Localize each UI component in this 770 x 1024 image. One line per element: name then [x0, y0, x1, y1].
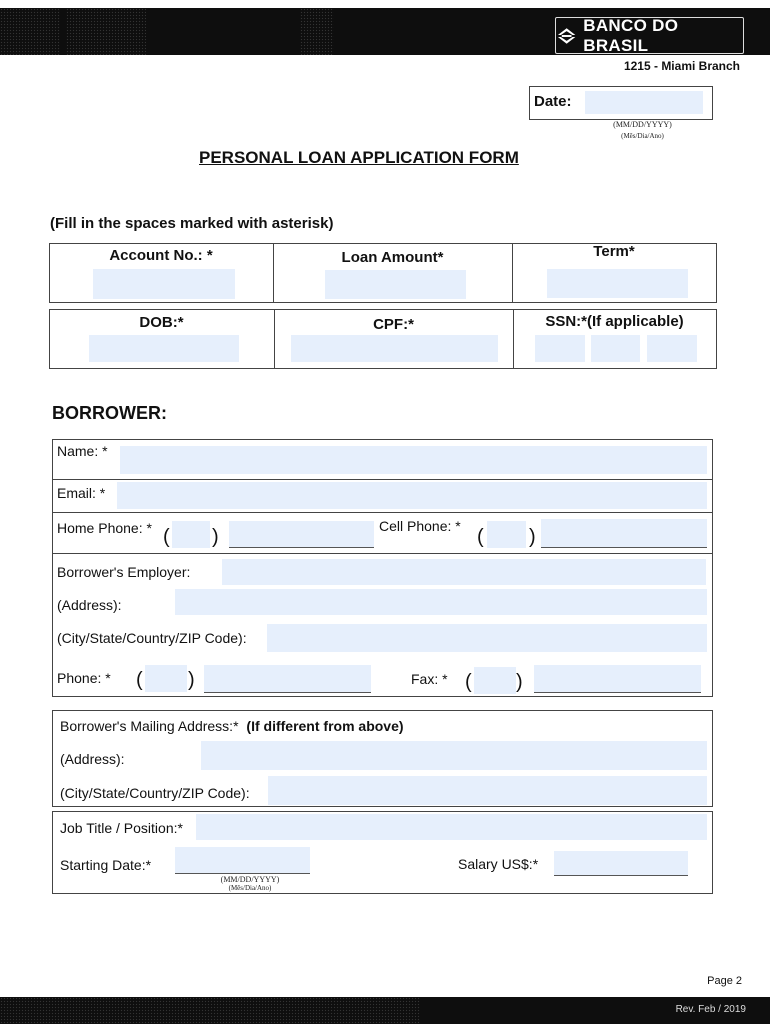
page-title: PERSONAL LOAN APPLICATION FORM	[199, 148, 519, 167]
employer-label: Borrower's Employer:	[57, 564, 191, 580]
employer-phone-label: Phone: *	[57, 670, 111, 686]
ssn-part-1-input[interactable]	[535, 335, 585, 362]
employer-city-input[interactable]	[267, 624, 707, 652]
employer-fax-label: Fax: *	[411, 671, 448, 687]
account-number-input[interactable]	[93, 269, 235, 299]
loan-amount-label: Loan Amount*	[341, 249, 444, 266]
mailing-address-label: Borrower's Mailing Address:*	[60, 718, 239, 734]
employer-phone-area-input[interactable]	[145, 665, 187, 692]
bank-logo	[555, 17, 744, 54]
mailing-address-label-2: (Address):	[60, 751, 125, 767]
employer-area-open-paren: (	[136, 669, 143, 691]
ssn-part-2-input[interactable]	[591, 335, 640, 362]
employer-address-label: (Address):	[57, 597, 122, 613]
cell-area-open-paren: (	[477, 526, 484, 548]
home-area-open-paren: (	[163, 526, 170, 548]
mailing-note: (If different from above)	[246, 718, 404, 734]
term-input[interactable]	[547, 269, 688, 298]
cpf-input[interactable]	[291, 335, 498, 362]
mailing-label	[60, 718, 404, 734]
dob-input[interactable]	[89, 335, 239, 362]
texture-pattern	[0, 997, 420, 1024]
date-box	[529, 86, 713, 120]
fax-area-open-paren: (	[465, 671, 472, 693]
loan-amount-input[interactable]	[325, 270, 466, 299]
dob-label: DOB:*	[139, 314, 184, 331]
account-label: Account No.: *	[109, 247, 213, 264]
footer-bar	[0, 997, 770, 1024]
employer-input[interactable]	[222, 559, 706, 585]
home-phone-label: Home Phone: *	[57, 520, 152, 536]
email-label: Email: *	[57, 485, 106, 501]
bank-logo-icon	[556, 26, 577, 46]
texture-pattern	[0, 8, 60, 55]
employer-phone-input[interactable]	[204, 665, 371, 693]
employer-address-input[interactable]	[175, 589, 707, 615]
job-title-label: Job Title / Position:*	[60, 820, 183, 836]
texture-pattern	[66, 8, 146, 55]
cell-area-close-paren: )	[529, 526, 536, 548]
starting-date-hint-pt: (Mês/Dia/Ano)	[228, 884, 272, 892]
name-label: Name: *	[57, 443, 108, 459]
employer-area-close-paren: )	[188, 669, 195, 691]
cell-phone-input[interactable]	[541, 519, 707, 548]
job-title-input[interactable]	[196, 814, 707, 840]
header-bar	[0, 8, 770, 55]
salary-input[interactable]	[554, 851, 688, 876]
starting-date-hint: (MM/DD/YYYY)	[220, 875, 280, 884]
date-label: Date:	[534, 93, 572, 110]
mailing-address-input[interactable]	[201, 741, 707, 770]
revision-label: Rev. Feb / 2019	[675, 1004, 746, 1015]
employer-fax-area-input[interactable]	[474, 667, 516, 694]
bank-name: BANCO DO BRASIL	[583, 15, 679, 55]
instruction-text: (Fill in the spaces marked with asterisk)	[50, 215, 334, 232]
page-number: Page 2	[707, 975, 742, 987]
email-input[interactable]	[117, 482, 707, 509]
starting-date-label: Starting Date:*	[60, 857, 152, 873]
date-hint: (MM/DD/YYYY)	[613, 120, 672, 129]
name-input[interactable]	[120, 446, 707, 474]
ssn-label: SSN:*(If applicable)	[545, 313, 684, 330]
borrower-heading: BORROWER:	[52, 403, 167, 423]
employer-city-label: (City/State/Country/ZIP Code):	[57, 630, 247, 646]
branch-label: 1215 - Miami Branch	[623, 59, 740, 73]
starting-date-input[interactable]	[175, 847, 310, 874]
employer-fax-input[interactable]	[534, 665, 701, 693]
home-phone-input[interactable]	[229, 521, 374, 548]
cell-phone-label: Cell Phone: *	[379, 518, 461, 534]
term-label: Term*	[593, 243, 635, 260]
mailing-city-input[interactable]	[268, 776, 707, 805]
ssn-part-3-input[interactable]	[647, 335, 697, 362]
texture-pattern	[300, 8, 334, 55]
fax-area-close-paren: )	[516, 671, 523, 693]
cell-phone-area-input[interactable]	[487, 521, 526, 548]
date-hint-pt: (Mês/Dia/Ano)	[621, 132, 664, 140]
home-phone-area-input[interactable]	[172, 521, 210, 548]
date-field[interactable]	[585, 91, 703, 114]
home-area-close-paren: )	[212, 526, 219, 548]
cpf-label: CPF:*	[373, 316, 414, 333]
salary-label: Salary US$:*	[458, 856, 539, 872]
mailing-city-label: (City/State/Country/ZIP Code):	[60, 785, 250, 801]
